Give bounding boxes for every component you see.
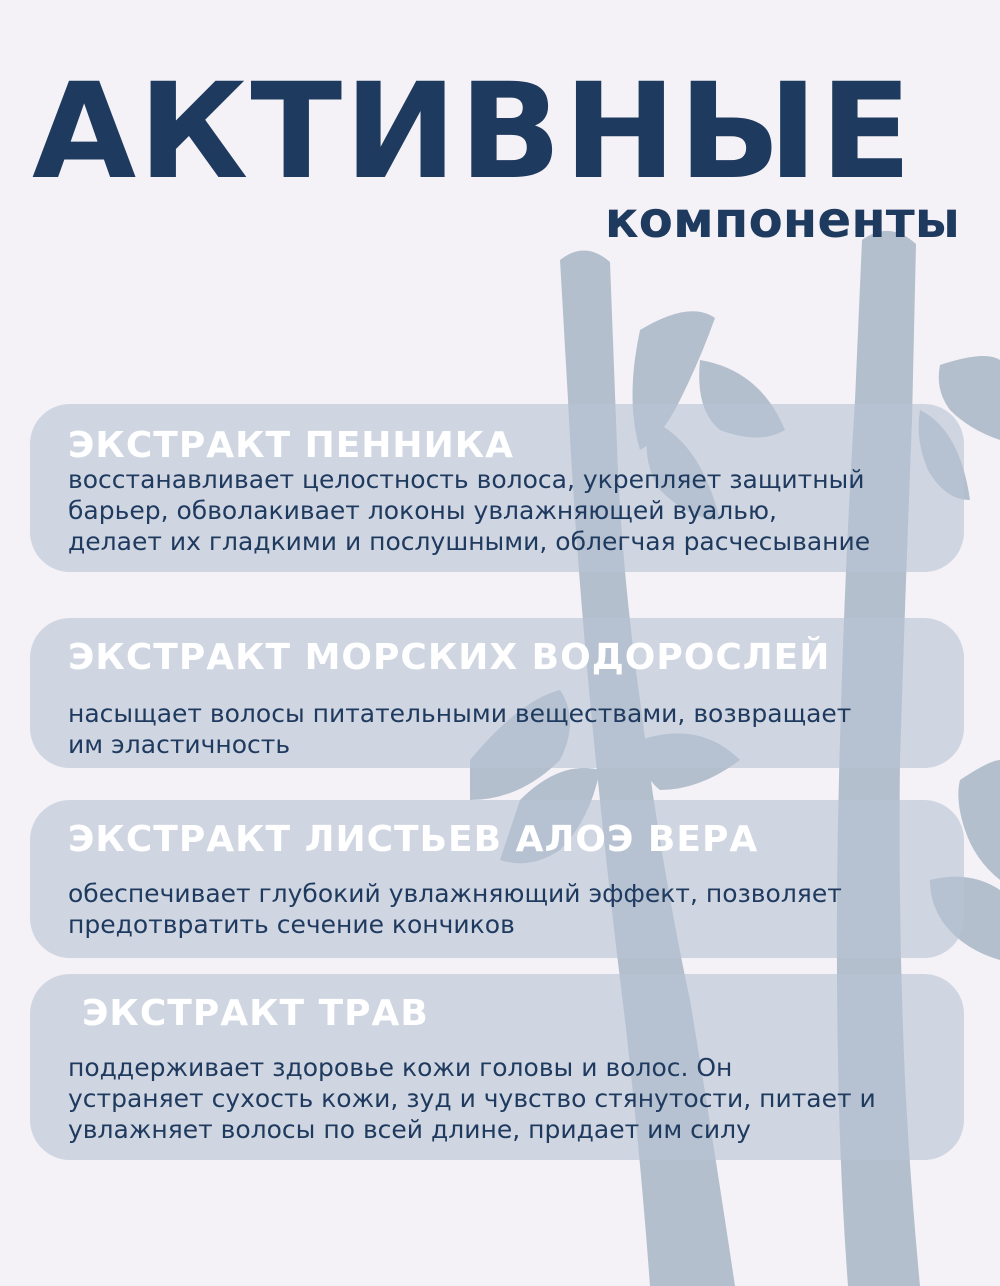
description-line: делает их гладкими и послушными, облегчая расчесывание (68, 527, 871, 556)
component-title: ЭКСТРАКТ ЛИСТЬЕВ АЛОЭ ВЕРА (68, 819, 759, 860)
component-title: ЭКСТРАКТ ТРАВ (82, 993, 429, 1034)
component-description (68, 698, 948, 760)
description-line: предотвратить сечение кончиков (68, 910, 515, 939)
component-description (68, 464, 948, 557)
component-card-herbs (30, 974, 964, 1160)
component-card-penny (30, 404, 964, 572)
component-title: ЭКСТРАКТ МОРСКИХ ВОДОРОСЛЕЙ (68, 637, 831, 678)
description-line: обеспечивает глубокий увлажняющий эффект, позволяет (68, 879, 842, 908)
description-line: барьер, обволакивает локоны увлажняющей вуалью, (68, 496, 777, 525)
description-line: увлажняет волосы по всей длине, придает им силу (68, 1115, 751, 1144)
description-line: поддерживает здоровье кожи головы и волос. Он (68, 1053, 733, 1082)
page-title: АКТИВНЫЕ (32, 55, 914, 209)
component-card-seaweed (30, 618, 964, 768)
component-card-aloe (30, 800, 964, 958)
component-description (68, 1052, 948, 1145)
description-line: насыщает волосы питательными веществами, возвращает (68, 699, 852, 728)
description-line: им эластичность (68, 730, 291, 759)
page-subtitle: компоненты (604, 191, 960, 249)
component-title: ЭКСТРАКТ ПЕННИКА (68, 425, 514, 466)
description-line: восстанавливает целостность волоса, укрепляет защитный (68, 465, 865, 494)
component-description (68, 878, 948, 940)
description-line: устраняет сухость кожи, зуд и чувство стянутости, питает и (68, 1084, 876, 1113)
